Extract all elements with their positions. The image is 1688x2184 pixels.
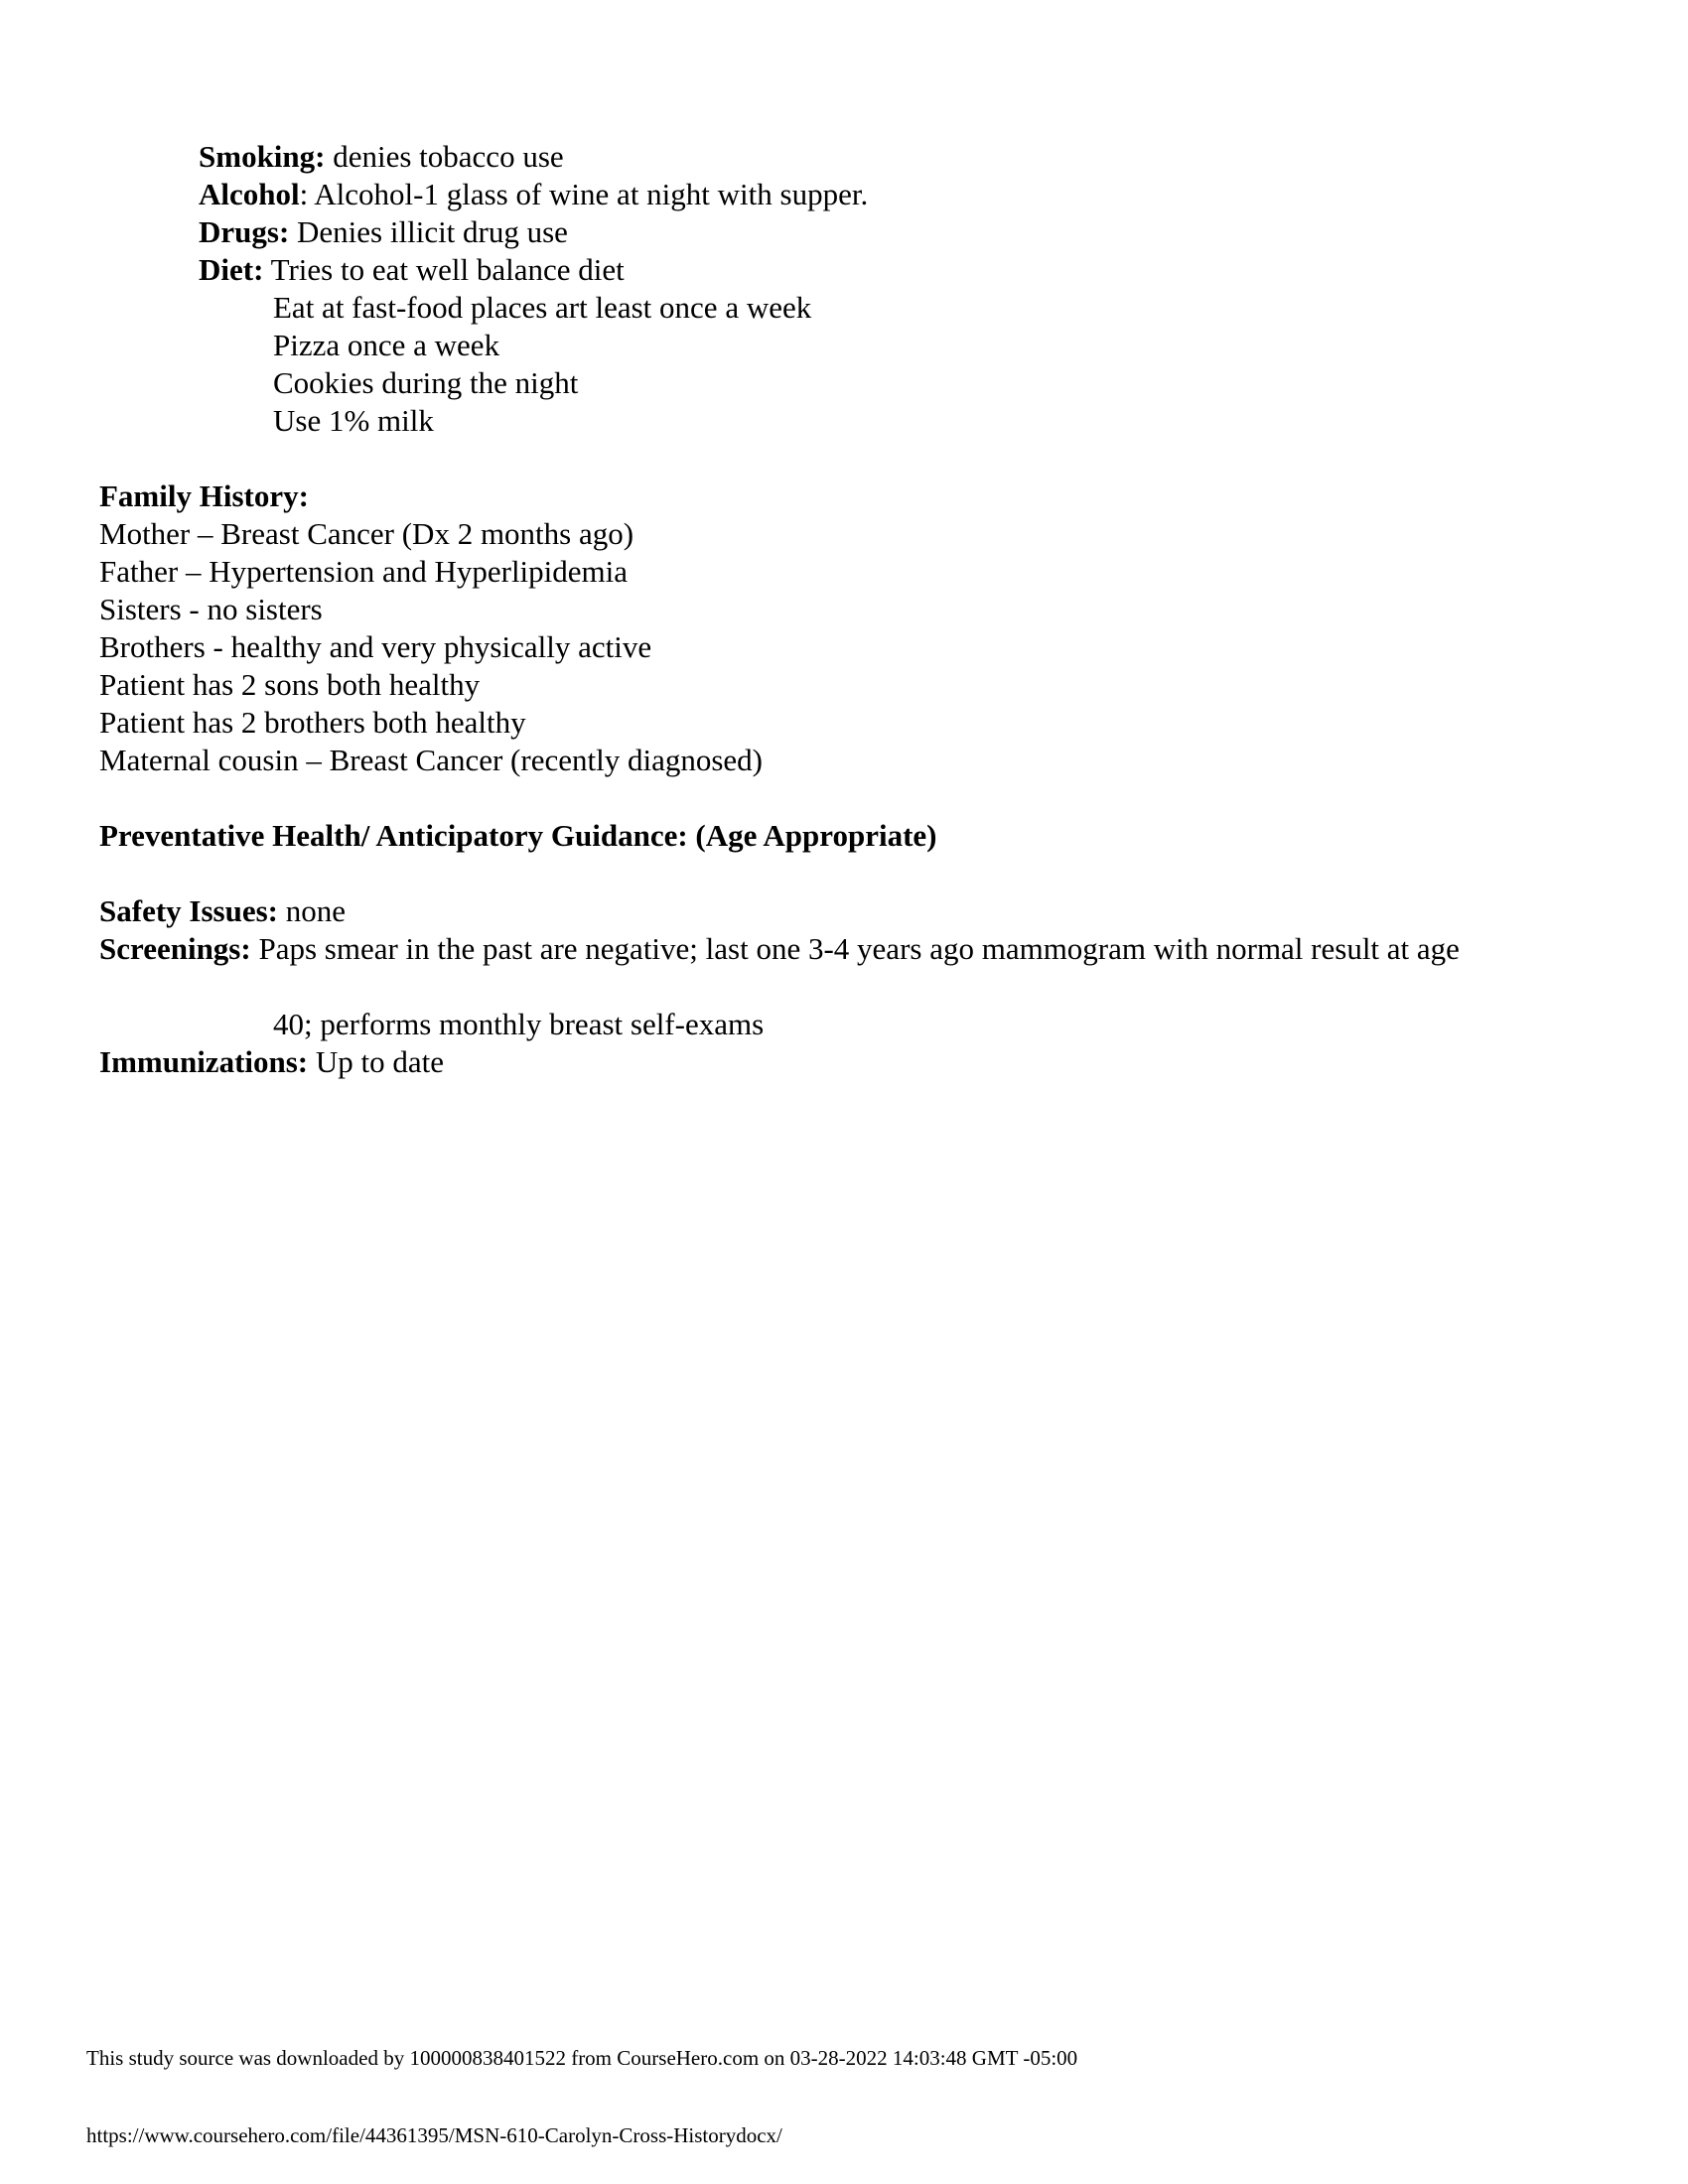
alcohol-line	[199, 176, 868, 213]
safety-issues-line	[99, 892, 346, 930]
diet-item: Eat at fast-food places art least once a week	[273, 290, 812, 325]
family-history-item: Father – Hypertension and Hyperlipidemia	[99, 554, 629, 589]
smoking-label: Smoking:	[199, 139, 326, 174]
diet-label: Diet:	[199, 252, 264, 287]
alcohol-label: Alcohol	[199, 177, 300, 211]
family-history-item: Brothers - healthy and very physically active	[99, 629, 652, 664]
drugs-value: Denies illicit drug use	[289, 214, 568, 249]
download-source-note: This study source was downloaded by 100000838401522 from CourseHero.com on 03-28-2022 14:03:48 GMT -05:00	[86, 2046, 1078, 2070]
diet-item: Use 1% milk	[273, 403, 434, 438]
family-history-item: Sisters - no sisters	[99, 592, 323, 626]
diet-item: Pizza once a week	[273, 328, 500, 362]
immunizations-line	[99, 1043, 444, 1081]
safety-issues-label: Safety Issues:	[99, 893, 278, 928]
family-history-item: Patient has 2 sons both healthy	[99, 667, 481, 702]
family-history-item: Patient has 2 brothers both healthy	[99, 705, 526, 740]
drugs-line	[199, 213, 568, 251]
diet-value: Tries to eat well balance diet	[263, 252, 625, 287]
family-history-heading: Family History:	[99, 478, 309, 513]
alcohol-value: : Alcohol-1 glass of wine at night with supper.	[299, 177, 869, 211]
family-history-item: Mother – Breast Cancer (Dx 2 months ago)	[99, 516, 634, 551]
screenings-continuation: 40; performs monthly breast self-exams	[273, 1007, 765, 1041]
screenings-line	[99, 930, 1460, 968]
immunizations-label: Immunizations:	[99, 1044, 309, 1079]
safety-issues-value: none	[277, 893, 346, 928]
diet-line	[199, 251, 625, 289]
smoking-value: denies tobacco use	[325, 139, 564, 174]
smoking-line	[199, 138, 564, 176]
immunizations-value: Up to date	[308, 1044, 445, 1079]
family-history-item: Maternal cousin – Breast Cancer (recently diagnosed)	[99, 743, 763, 777]
screenings-label: Screenings:	[99, 931, 251, 966]
diet-item: Cookies during the night	[273, 365, 579, 400]
preventative-heading: Preventative Health/ Anticipatory Guidance: (Age Appropriate)	[99, 818, 937, 853]
screenings-value: Paps smear in the past are negative; last one 3-4 years ago mammogram with normal result at age	[250, 931, 1460, 966]
source-url: https://www.coursehero.com/file/44361395/MSN-610-Carolyn-Cross-Historydocx/	[86, 2123, 782, 2147]
drugs-label: Drugs:	[199, 214, 290, 249]
